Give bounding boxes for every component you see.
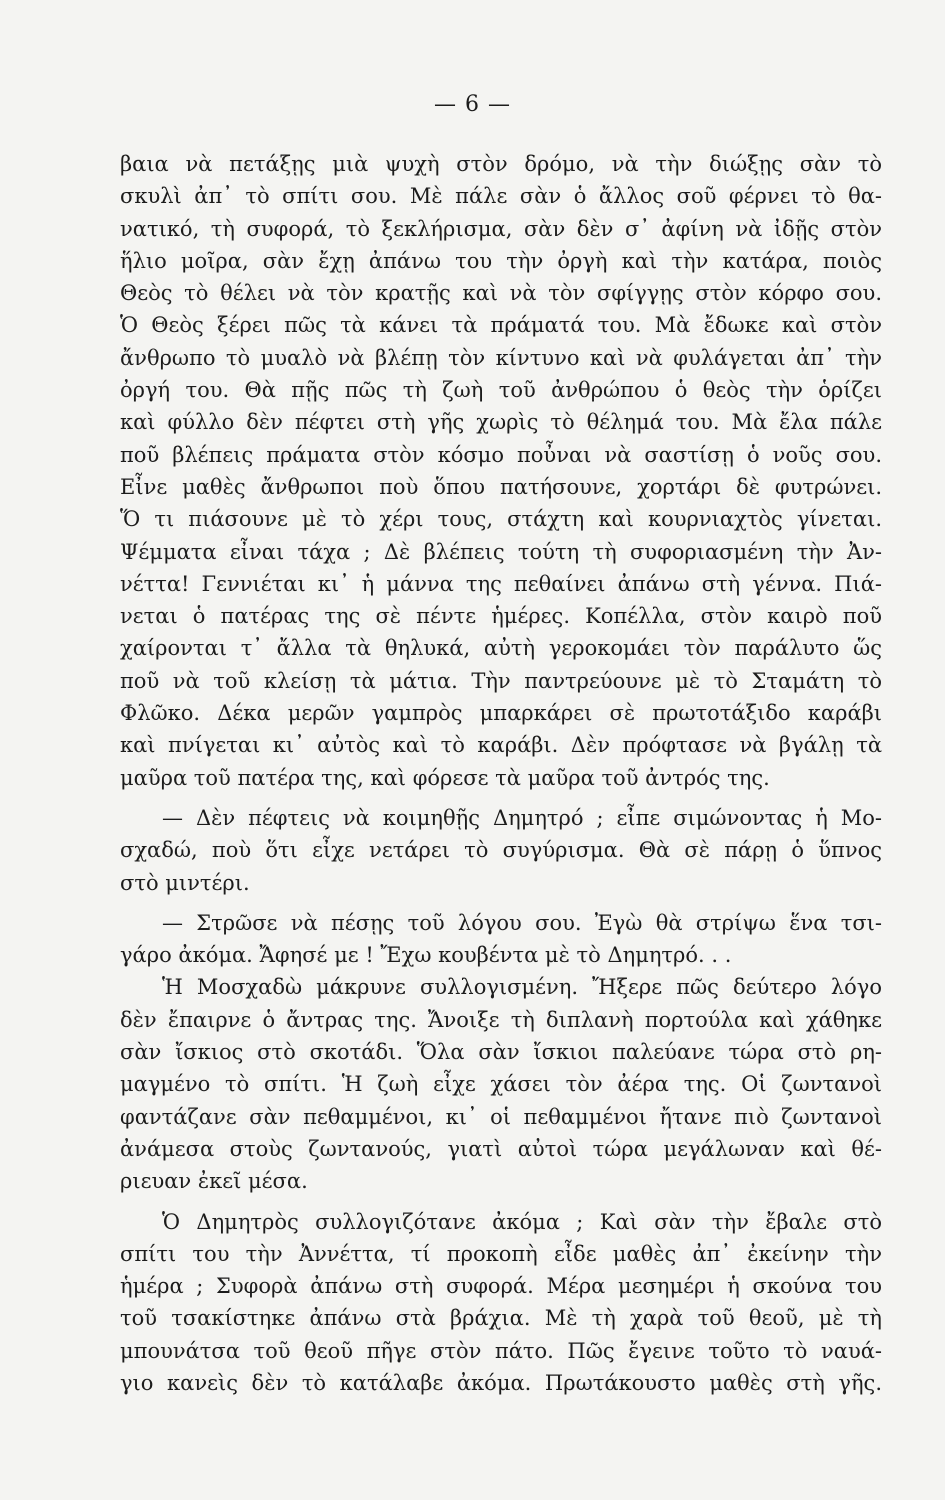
text-line: Φλῶκο. Δέκα μερῶν γαμπρὸς μπαρκάρει σὲ πρωτοτάξιδο καράβι [120,701,882,726]
text-line: ὀργή του. Θὰ πῇς πῶς τὴ ζωὴ τοῦ ἀνθρώπου ὁ θεὸς τὴν ὁρίζει [120,378,882,403]
text-line: ριευαν ἐκεῖ μέσα. [120,1169,308,1194]
text-line: Ἡ Μοσχαδὼ μάκρυνε συλλογισμένη. Ἤξερε πῶς δεύτερο λόγο [162,975,882,1000]
text-line: νέττα! Γεννιέται κι᾽ ἡ μάννα της πεθαίνει ἀπάνω στὴ γέννα. Πιά- [120,571,882,596]
text-line: φαντάζανε σὰν πεθαμμένοι, κι᾽ οἱ πεθαμμένοι ἤτανε πιὸ ζωντανοὶ [120,1104,882,1129]
text-line: γιο κανεὶς δὲν τὸ κατάλαβε ἀκόμα. Πρωτάκουστο μαθὲς στὴ γῆς. [120,1370,882,1395]
text-line: Ψέμματα εἶναι τάχα ; Δὲ βλέπεις τούτη τὴ συφοριασμένη τὴν Ἀν- [120,539,882,564]
text-line: ἄνθρωπο τὸ μυαλὸ νὰ βλέπῃ τὸν κίντυνο καὶ νὰ φυλάγεται ἀπ᾽ τὴν [120,345,882,370]
text-line: ποῦ βλέπεις πράματα στὸν κόσμο ποὖναι νὰ σαστίσῃ ὁ νοῦς σου. [120,442,882,467]
text-line: τοῦ τσακίστηκε ἀπάνω στὰ βράχια. Μὲ τὴ χαρὰ τοῦ θεοῦ, μὲ τὴ [120,1306,882,1331]
text-line: μαῦρα τοῦ πατέρα της, καὶ φόρεσε τὰ μαῦρα τοῦ ἀντρός της. [120,765,770,790]
text-line: — Δὲν πέφτεις νὰ κοιμηθῇς Δημητρό ; εἶπε σιμώνοντας ἡ Μο- [162,805,882,830]
text-line: μπουνάτσα τοῦ θεοῦ πῆγε στὸν πάτο. Πῶς ἔγεινε τοῦτο τὸ ναυά- [120,1338,882,1363]
text-line: Ὁ Θεὸς ξέρει πῶς τὰ κάνει τὰ πράματά του. Μὰ ἔδωκε καὶ στὸν [120,313,882,338]
text-line: καὶ φύλλο δὲν πέφτει στὴ γῆς χωρὶς τὸ θέλημά του. Μὰ ἔλα πάλε [120,410,882,435]
text-line: βαια νὰ πετάξῃς μιὰ ψυχὴ στὸν δρόμο, νὰ τὴν διώξῃς σὰν τὸ [120,152,882,176]
text-line: σὰν ἴσκιος στὸ σκοτάδι. Ὅλα σὰν ἴσκιοι παλεύανε τώρα στὸ ρη- [120,1040,882,1065]
text-line: σκυλὶ ἀπ᾽ τὸ σπίτι σου. Μὲ πάλε σὰν ὁ ἄλλος σοῦ φέρνει τὸ θα- [120,184,882,209]
text-line: — Στρῶσε νὰ πέσῃς τοῦ λόγου σου. Ἐγὼ θὰ στρίψω ἕνα τσι- [162,910,882,935]
text-line: Θεὸς τὸ θέλει νὰ τὸν κρατῇς καὶ νὰ τὸν σφίγγῃς στὸν κόρφο σου. [120,281,882,306]
text-line: σπίτι του τὴν Ἀννέττα, τί προκοπὴ εἶδε μαθὲς ἀπ᾽ ἐκείνην τὴν [120,1241,882,1266]
text-line: μαγμένο τὸ σπίτι. Ἡ ζωὴ εἶχε χάσει τὸν ἀέρα της. Οἱ ζωντανοὶ [120,1072,882,1097]
text-line: νατικό, τὴ συφορά, τὸ ξεκλήρισμα, σὰν δὲν σ᾽ ἀφίνη νὰ ἰδῇς στὸν [120,216,882,241]
body-text [120,148,882,1399]
text-line: ἥλιο μοῖρα, σὰν ἔχῃ ἀπάνω του τὴν ὀργὴ καὶ τὴν κατάρα, ποιὸς [120,248,882,273]
text-line: καὶ πνίγεται κι᾽ αὐτὸς καὶ τὸ καράβι. Δὲν πρόφτασε νὰ βγάλῃ τὰ [120,733,882,758]
text-line: χαίρονται τ᾽ ἄλλα τὰ θηλυκά, αὐτὴ γεροκομάει τὸν παράλυτο ὥς [120,636,882,661]
text-line: ἡμέρα ; Συφορὰ ἀπάνω στὴ συφορά. Μέρα μεσημέρι ἡ σκούνα του [120,1274,882,1299]
text-line: στὸ μιντέρι. [120,870,250,895]
text-line: σχαδώ, ποὺ ὅτι εἶχε νετάρει τὸ συγύρισμα. Θὰ σὲ πάρῃ ὁ ὕπνος [120,838,882,863]
text-line: γάρο ἀκόμα. Ἄφησέ με ! Ἔχω κουβέντα μὲ τὸ Δημητρό. . . [120,943,732,968]
text-line: ποῦ νὰ τοῦ κλείσῃ τὰ μάτια. Τὴν παντρεύουνε μὲ τὸ Σταμάτη τὸ [120,668,882,693]
text-line: ἀνάμεσα στοὺς ζωντανούς, γιατὶ αὐτοὶ τώρα μεγάλωναν καὶ θέ- [120,1136,882,1161]
text-line: δὲν ἔπαιρνε ὁ ἄντρας της. Ἄνοιξε τὴ διπλανὴ πορτούλα καὶ χάθηκε [120,1007,882,1032]
text-line: νεται ὁ πατέρας της σὲ πέντε ἡμέρες. Κοπέλλα, στὸν καιρὸ ποῦ [120,604,882,629]
text-line: Εἶνε μαθὲς ἄνθρωποι ποὺ ὅπου πατήσουνε, χορτάρι δὲ φυτρώνει. [120,474,882,499]
page-number: — 6 — [434,92,511,117]
text-line: Ὅ τι πιάσουνε μὲ τὸ χέρι τους, στάχτη καὶ κουρνιαχτὸς γίνεται. [120,507,882,532]
text-line: Ὁ Δημητρὸς συλλογιζότανε ἀκόμα ; Καὶ σὰν τὴν ἔβαλε στὸ [162,1209,882,1234]
